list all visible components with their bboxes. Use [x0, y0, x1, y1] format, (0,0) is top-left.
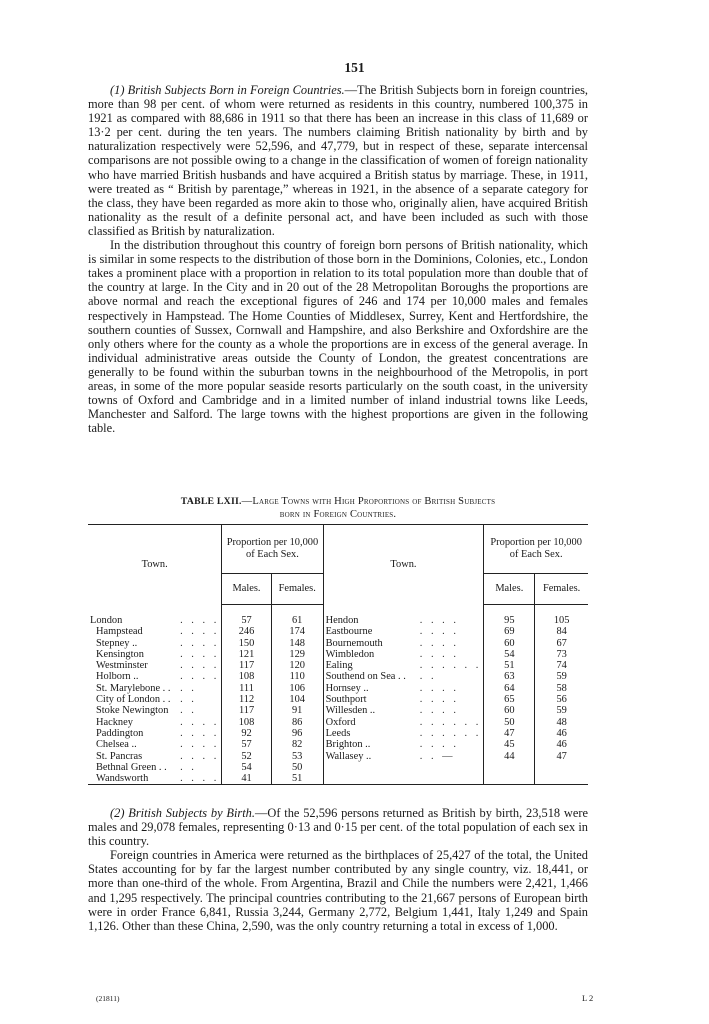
table-body: [88, 605, 588, 785]
left-town-cell: London: [90, 615, 123, 626]
left-females-cell: 86: [271, 717, 323, 728]
right-town-cell: [323, 762, 418, 773]
right-leader-dots: . . . .: [418, 705, 484, 716]
left-females-cell: 53: [271, 751, 323, 762]
section-british-subjects-born-abroad: [88, 83, 588, 435]
right-town-cell: Oxford: [325, 716, 356, 728]
right-town-cell: Bournemouth: [325, 637, 383, 649]
col-header-males-left: Males.: [222, 574, 271, 605]
table-number: TABLE LXII.: [180, 496, 242, 507]
right-males-cell: 60: [484, 705, 535, 716]
section-heading: (2) British Subjects by Birth.: [110, 806, 255, 820]
left-males-cell: 57: [222, 615, 271, 626]
left-males-cell: 41: [222, 773, 271, 785]
table-row: [88, 649, 588, 660]
left-town-cell: Hackney: [96, 716, 133, 728]
left-leader-dots: . . . .: [178, 717, 222, 728]
right-town-cell: Willesden ..: [325, 705, 376, 717]
left-females-cell: 51: [271, 773, 323, 785]
right-leader-dots: . .: [418, 671, 484, 682]
table-row: [88, 694, 588, 705]
right-town-cell: Southport: [325, 694, 367, 706]
left-town-cell: Westminster: [96, 660, 148, 672]
right-females-cell: [535, 762, 588, 773]
left-town-cell: Wandsworth: [88, 773, 178, 785]
left-females-cell: 129: [271, 649, 323, 660]
left-leader-dots: . .: [178, 762, 222, 773]
col-header-town-right: Town.: [323, 525, 484, 605]
table-row: [88, 705, 588, 716]
left-males-cell: 246: [222, 626, 271, 637]
print-code: (21811): [96, 994, 120, 1003]
right-males-cell: 47: [484, 728, 535, 739]
right-males-cell: 65: [484, 694, 535, 705]
right-males-cell: 45: [484, 739, 535, 750]
left-females-cell: 91: [271, 705, 323, 716]
left-leader-dots: . . . .: [178, 638, 222, 649]
right-leader-dots: . . . .: [418, 638, 484, 649]
right-females-cell: [535, 773, 588, 785]
col-header-males-right: Males.: [484, 574, 535, 605]
col-header-females-right: Females.: [535, 574, 588, 605]
right-leader-dots: . . . .: [418, 649, 484, 660]
spacer-cell: [323, 605, 418, 616]
right-town-cell: Hendon: [325, 615, 359, 626]
right-males-cell: 54: [484, 649, 535, 660]
right-town-cell: Wimbledon: [325, 648, 375, 660]
right-males-cell: 60: [484, 638, 535, 649]
right-leader-dots: . . . . . .: [418, 660, 484, 671]
right-leader-dots: . . . . . .: [418, 717, 484, 728]
right-males-cell: [484, 773, 535, 785]
right-males-cell: 69: [484, 626, 535, 637]
right-leader-dots: [418, 762, 484, 773]
right-males-cell: 44: [484, 751, 535, 762]
table-row: [88, 773, 588, 785]
right-females-cell: 58: [556, 682, 567, 694]
right-town-cell: Southend on Sea . .: [325, 671, 406, 683]
page-number: 151: [344, 60, 365, 75]
left-town-cell: Hampstead: [96, 626, 143, 638]
left-females-cell: 174: [271, 626, 323, 637]
left-leader-dots: . . . .: [178, 739, 222, 750]
spacer-cell: [222, 605, 271, 616]
right-males-cell: 95: [484, 615, 535, 626]
section-british-subjects-by-birth: [88, 806, 588, 933]
left-females-cell: 104: [271, 694, 323, 705]
right-females-cell: 105: [553, 615, 570, 626]
left-town-cell: Holborn ..: [96, 671, 139, 683]
left-males-cell: 108: [222, 671, 271, 682]
left-males-cell: 150: [222, 638, 271, 649]
spacer-cell: [178, 605, 222, 616]
left-males-cell: 52: [222, 751, 271, 762]
right-females-cell: 59: [556, 671, 567, 683]
left-leader-dots: . . . .: [178, 751, 222, 762]
table-row: [88, 615, 588, 626]
left-leader-dots: . . . .: [178, 671, 222, 682]
left-town-cell: Chelsea ..: [96, 739, 137, 751]
right-town-cell: Hornsey ..: [325, 682, 369, 694]
right-leader-dots: . . . . . .: [418, 728, 484, 739]
right-females-cell: 46: [556, 727, 567, 739]
left-town-cell: Stepney ..: [96, 637, 138, 649]
right-females-cell: 74: [556, 660, 567, 672]
table-title-line2: born in Foreign Countries.: [279, 509, 397, 520]
left-females-cell: 50: [271, 762, 323, 773]
spacer-cell: [88, 605, 178, 616]
paragraph: [88, 806, 588, 848]
right-leader-dots: . . . .: [418, 626, 484, 637]
left-females-cell: 61: [271, 615, 323, 626]
right-females-cell: 67: [556, 637, 567, 649]
table-row: [88, 626, 588, 637]
table-row: [88, 751, 588, 762]
right-town-cell: Ealing: [325, 660, 353, 672]
left-leader-dots: . .: [178, 694, 222, 705]
table-row: [88, 717, 588, 728]
left-town-cell: Kensington: [96, 648, 144, 660]
left-town-cell: Stoke Newington: [96, 705, 169, 717]
left-leader-dots: . .: [178, 683, 222, 694]
left-males-cell: 117: [222, 705, 271, 716]
left-females-cell: 82: [271, 739, 323, 750]
left-town-cell: St. Pancras: [96, 750, 143, 762]
left-leader-dots: . . . .: [178, 615, 222, 626]
left-females-cell: 120: [271, 660, 323, 671]
table-row: [88, 638, 588, 649]
right-leader-dots: . . —: [418, 751, 484, 762]
right-leader-dots: . . . .: [418, 683, 484, 694]
left-males-cell: 54: [222, 762, 271, 773]
table-row: [88, 671, 588, 682]
spacer-cell: [535, 605, 588, 616]
left-males-cell: 57: [222, 739, 271, 750]
right-town-cell: Leeds: [325, 727, 351, 739]
col-header-town-left: Town.: [88, 525, 222, 605]
table-row: [88, 762, 588, 773]
left-females-cell: 148: [271, 638, 323, 649]
right-leader-dots: [418, 773, 484, 785]
right-males-cell: 51: [484, 660, 535, 671]
left-males-cell: 121: [222, 649, 271, 660]
left-leader-dots: . . . .: [178, 773, 222, 785]
table-row: [88, 683, 588, 694]
left-males-cell: 92: [222, 728, 271, 739]
left-females-cell: 106: [271, 683, 323, 694]
right-town-cell: Wallasey ..: [325, 750, 372, 762]
paragraph: In the distribution throughout this country of foreign born persons of British nationality, which is similar in some respects to the distribution of those born in the Dominions, Colonies, etc., London takes a prominent place with a proportion in relation to its total population more than double that of the country at large. In the City and in 20 out of the 28 Metropolitan Boroughs the proportions are above normal and reach the exceptional figures of 246 and 174 per 10,000 males and females respectively in Hampstead. The Home Counties of Middlesex, Surrey, Kent and Hertfordshire, the southern counties of Sussex, Cornwall and Hampshire, and also Berkshire and Oxfordshire are the only others where for the county as a whole the proportions are in excess of the general average. In individual administrative areas outside the County of London, the greatest concentrations are generally to be found within the suburban towns in the neighbourhood of the Metropolis, in port areas, in some of the more popular seaside resorts particularly on the south coast, in the university towns of Oxford and Cambridge and in a limited number of inland industrial towns like Leeds, Manchester and Salford. The large towns with the highest proportions are given in the following table.: [88, 238, 588, 436]
col-header-females-left: Females.: [271, 574, 323, 605]
right-females-cell: 84: [556, 626, 567, 638]
left-town-cell: City of London . .: [96, 694, 171, 706]
paragraph-text: —Of the 52,596 persons returned as British by birth, 23,518 were males and 29,078 females, representing 0·13 and 0·15 per cent. of the total population of each sex in this country.: [88, 806, 588, 849]
spacer-cell: [418, 605, 484, 616]
right-females-cell: 59: [556, 705, 567, 717]
right-females-cell: 56: [556, 694, 567, 706]
left-males-cell: 117: [222, 660, 271, 671]
left-females-cell: 96: [271, 728, 323, 739]
right-males-cell: 50: [484, 717, 535, 728]
right-females-cell: 46: [556, 739, 567, 751]
right-females-cell: 48: [556, 716, 567, 728]
paragraph-text: —The British Subjects born in foreign countries, more than 98 per cent. of whom were returned as residents in this country, numbered 100,375 in 1921 as compared with 88,686 in 1911 so that there has been an increase in this class of 11,689 or 13·2 per cent. during the ten years. The numbers claiming British nationality by birth and by naturalization respectively were 52,596, and 47,779, but in respect of these, separate intercensal comparisons are not possible owing to a change in the classification of women of foreign nationality who have married British husbands and have acquired a British status by marriage. These, in 1911, were treated as “ British by parentage,” whereas in 1921, in the absence of a separate category for the class, they have been regarded as more akin to those who, originally alien, have acquired British nationality as the result of a definite personal act, and have been included as such with those classified as British by naturalization.: [88, 83, 588, 238]
section-heading: (1) British Subjects Born in Foreign Countries.: [110, 83, 345, 97]
right-males-cell: 64: [484, 683, 535, 694]
spacer-cell: [484, 605, 535, 616]
right-males-cell: 63: [484, 671, 535, 682]
left-leader-dots: . . . .: [178, 649, 222, 660]
left-leader-dots: . . . .: [178, 728, 222, 739]
left-town-cell: Bethnal Green . .: [96, 761, 167, 773]
table-row: [88, 660, 588, 671]
paragraph: Foreign countries in America were returned as the birthplaces of 25,427 of the total, the United States accounting for by far the largest number contributed by any single country, viz. 18,441, or more than one-third of the whole. From Argentina, Brazil and Chile the numbers were 2,421, 1,466 and 1,295 respectively. The principal countries contributing to the 21,667 persons of European birth were in order France 6,841, Russia 3,244, Germany 2,772, Belgium 1,441, Italy 1,249 and Spain 1,126. Other than these China, 2,590, was the only country returning a total in excess of 1,000.: [88, 848, 588, 933]
left-leader-dots: . . . .: [178, 626, 222, 637]
right-females-cell: 47: [556, 750, 567, 762]
left-town-cell: Paddington: [96, 727, 144, 739]
col-header-proportion-right: Proportion per 10,000 of Each Sex.: [484, 525, 588, 574]
col-header-proportion-left: Proportion per 10,000 of Each Sex.: [222, 525, 323, 574]
right-leader-dots: . . . .: [418, 694, 484, 705]
table-title: [88, 495, 588, 521]
proportions-table: [88, 524, 588, 785]
spacer-row: [88, 605, 588, 616]
table-row: [88, 739, 588, 750]
right-town-cell: [323, 773, 418, 785]
left-leader-dots: . . . .: [178, 660, 222, 671]
left-males-cell: 111: [222, 683, 271, 694]
left-leader-dots: . .: [178, 705, 222, 716]
left-town-cell: St. Marylebone . .: [96, 682, 171, 694]
left-females-cell: 110: [271, 671, 323, 682]
left-males-cell: 108: [222, 717, 271, 728]
table-title-line1: —Large Towns with High Proportions of British Subjects: [241, 496, 496, 507]
right-leader-dots: . . . .: [418, 615, 484, 626]
right-town-cell: Eastbourne: [325, 626, 373, 638]
right-males-cell: [484, 762, 535, 773]
left-males-cell: 112: [222, 694, 271, 705]
paragraph: [88, 83, 588, 238]
table-row: [88, 728, 588, 739]
signature-mark: L 2: [582, 993, 594, 1003]
right-town-cell: Brighton ..: [325, 739, 371, 751]
spacer-cell: [271, 605, 323, 616]
right-leader-dots: . . . .: [418, 739, 484, 750]
right-females-cell: 73: [556, 648, 567, 660]
